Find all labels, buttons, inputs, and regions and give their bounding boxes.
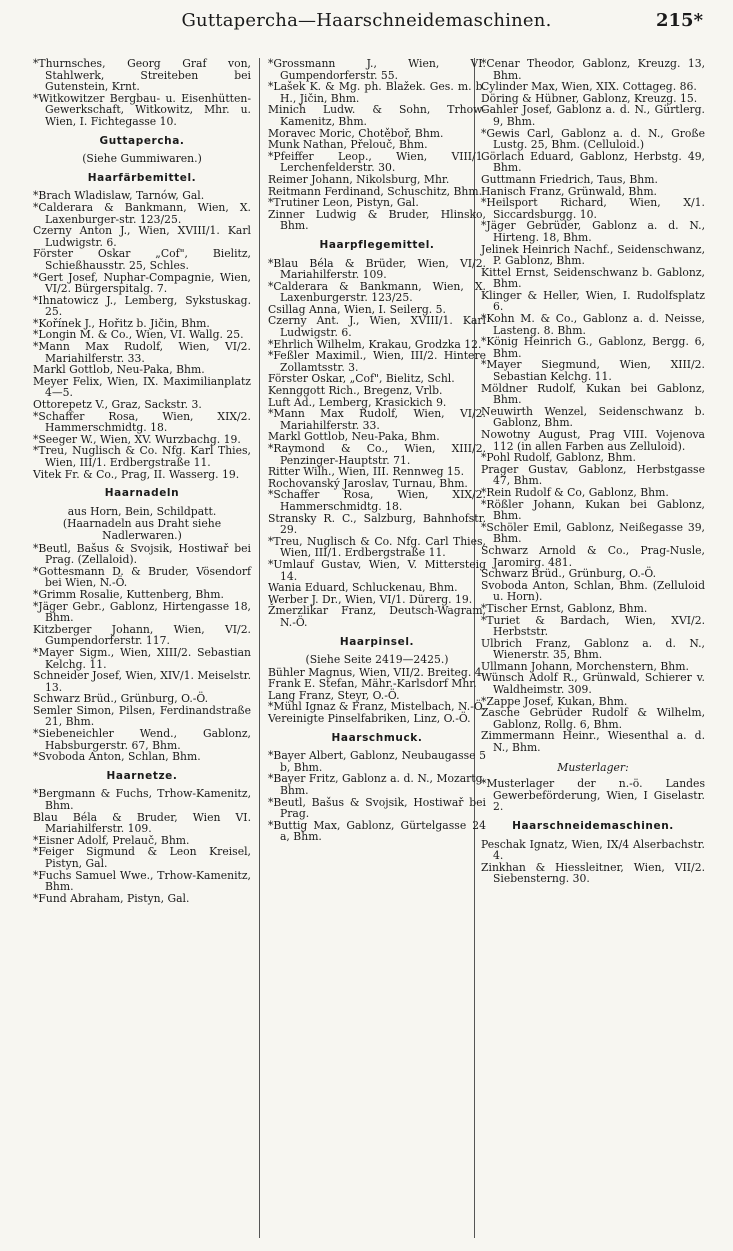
- directory-entry: *König Heinrich G., Gablonz, Bergg. 6, Bhm.: [481, 335, 705, 360]
- directory-entry: *Grimm Rosalie, Kuttenberg, Bhm.: [33, 587, 224, 601]
- directory-entry: Blau Béla & Bruder, Wien VI. Mariahilferstr. 109.: [33, 810, 251, 836]
- directory-entry: Luft Ad., Lemberg, Krasickich 9.: [268, 395, 447, 409]
- directory-entry: Peschak Ignatz, Wien, IX/4 Alserbachstr. 4.: [481, 837, 705, 863]
- directory-entry: *Beutl, Bašus & Svojsik, Hostiwař bei Prag.: [268, 795, 486, 821]
- directory-entry: *Kohn M. & Co., Gablonz a. d. Neisse, Lasteng. 8. Bhm.: [481, 312, 705, 337]
- directory-entry: *Jäger Gebrüder, Gablonz a. d. N., Hirteng. 18, Bhm.: [481, 219, 705, 244]
- directory-entry: Munk Nathan, Přelouč, Bhm.: [268, 138, 428, 152]
- directory-entry: *Jäger Gebr., Gablonz, Hirtengasse 18, Bhm.: [33, 599, 251, 625]
- directory-entry: Görlach Eduard, Gablonz, Herbstg. 49, Bhm.: [481, 149, 705, 175]
- directory-entry: *Thurnsches, Georg Graf von, Stahlwerk, Streiteben bei Gutenstein, Krnt.: [33, 57, 251, 94]
- section-heading: Haarschneidemaschinen.: [512, 820, 674, 832]
- directory-entry: *Schaffer Rosa, Wien, XIX/2. Hammerschmidtg. 18.: [33, 409, 251, 435]
- directory-entry: *Mühl Ignaz & Franz, Mistelbach, N.-Ö.: [268, 700, 486, 714]
- column-3: [481, 58, 705, 885]
- section-heading: Haarpinsel.: [339, 635, 415, 648]
- directory-entry: Förster Oskar, „Cof", Bielitz, Schl.: [268, 372, 455, 386]
- directory-entry: *Witkowitzer Bergbau- u. Eisenhütten-Gewerkschaft, Witkowitz, Mhr. u. Wien, I. Fichtegasse 10.: [33, 91, 251, 128]
- section-note: aus Horn, Bein, Schildpatt.: [67, 504, 217, 518]
- directory-entry: Ritter Wilh., Wien, III. Rennweg 15.: [268, 465, 465, 479]
- directory-entry: *Longin M. & Co., Wien, VI. Wallg. 25.: [33, 328, 244, 342]
- directory-entry: *Cenar Theodor, Gablonz, Kreuzg. 13, Bhm.: [481, 57, 705, 82]
- directory-entry: *Gewis Carl, Gablonz a. d. N., Große Lustg. 25, Bhm. (Celluloid.): [481, 126, 705, 152]
- section-note: (Haarnadeln aus Draht siehe Nadlerwaren.): [62, 517, 222, 542]
- section-note: (Siehe Gummiwaren.): [82, 152, 202, 166]
- directory-entry: *Calderara & Bankmann, Wien, X. Laxenburgerstr. 123/25.: [268, 279, 486, 305]
- directory-entry: *Kořínek J., Hořitz b. Jičin, Bhm.: [33, 316, 210, 330]
- directory-entry: Žmerzlikar Franz, Deutsch-Wagram, N.-Ö.: [268, 604, 486, 629]
- directory-entry: Zinner Ludwig & Bruder, Hlinsko, Bhm.: [268, 207, 486, 233]
- directory-entry: *Blau Béla & Brüder, Wien, VI/2. Mariahilferstr. 109.: [268, 256, 486, 282]
- directory-entry: Minich Ludw. & Sohn, Trhow-Kamenitz, Bhm.: [268, 103, 486, 128]
- directory-entry: Guttmann Friedrich, Taus, Bhm.: [481, 172, 658, 186]
- directory-entry: *Seeger W., Wien, XV. Wurzbachg. 19.: [33, 432, 241, 446]
- section-heading: Haarschmuck.: [331, 731, 423, 744]
- directory-entry: *Bergmann & Fuchs, Trhow-Kamenitz, Bhm.: [33, 787, 251, 813]
- directory-entry: *Rößler Johann, Kukan bei Gablonz, Bhm.: [481, 497, 705, 523]
- directory-entry: Nowotny August, Prag VIII. Vojenova 112 (in allen Farben aus Zelluloid).: [481, 428, 705, 453]
- directory-entry: *Bayer Fritz, Gablonz a. d. N., Mozartg. Bhm.: [268, 772, 486, 798]
- directory-entry: *Pfeiffer Leop., Wien, VIII/1. Lerchenfelderstr. 30.: [268, 149, 486, 175]
- section-heading: Haarpflegemittel.: [319, 238, 435, 251]
- directory-entry: Neuwirth Wenzel, Seidenschwanz b. Gablonz, Bhm.: [481, 404, 705, 430]
- directory-entry: Hanisch Franz, Grünwald, Bhm.: [481, 184, 657, 198]
- directory-entry: *Feiger Sigmund & Leon Kreisel, Pistyn, Gal.: [33, 845, 251, 870]
- directory-entry: *Pohl Rudolf, Gablonz, Bhm.: [481, 451, 636, 465]
- column-2: [268, 58, 486, 843]
- directory-entry: Zimmermann Heinr., Wiesenthal a. d. N., Bhm.: [481, 729, 705, 755]
- directory-entry: Kennggott Rich., Bregenz, Vrlb.: [268, 384, 443, 398]
- directory-entry: Prager Gustav, Gablonz, Herbstgasse 47, Bhm.: [481, 462, 705, 488]
- directory-entry: Ottorepetz V., Graz, Sackstr. 3.: [33, 398, 202, 412]
- directory-entry: *Treu, Nuglisch & Co. Nfg. Karl Thies, Wien, III/1. Erdbergstraße 11.: [33, 444, 251, 469]
- directory-entry: Ulbrich Franz, Gablonz a. d. N., Wienerstr. 35, Bhm.: [481, 636, 705, 662]
- directory-entry: *Bayer Albert, Gablonz, Neubaugasse 5 b, Bhm.: [268, 749, 486, 774]
- directory-entry: Klinger & Heller, Wien, I. Rudolfsplatz 6.: [481, 288, 705, 314]
- directory-entry: Meyer Felix, Wien, IX. Maximilianplatz 4—5.: [33, 374, 251, 400]
- directory-entry: *Ehrlich Wilhelm, Krakau, Grodzka 12.: [268, 337, 482, 351]
- directory-entry: *Raymond & Co., Wien, XIII/2. Penzinger-Hauptstr. 71.: [268, 442, 486, 467]
- directory-entry: *Mayer Siegmund, Wien, XIII/2. Sebastian Kelchg. 11.: [481, 358, 705, 384]
- directory-entry: *Schöler Emil, Gablonz, Neißegasse 39, Bhm.: [481, 520, 705, 546]
- directory-entry: *Svoboda Anton, Schlan, Bhm.: [33, 750, 201, 764]
- directory-entry: Moravec Moric, Chotěboř, Bhm.: [268, 126, 444, 140]
- column-1: [33, 58, 251, 904]
- directory-entry: *Schaffer Rosa, Wien, XIX/2. Hammerschmidtg. 18.: [268, 488, 486, 513]
- directory-entry: *Tischer Ernst, Gablonz, Bhm.: [481, 601, 648, 615]
- directory-entry: *Treu, Nuglisch & Co. Nfg. Carl Thies, Wien, III/1. Erdbergstraße 11.: [268, 534, 486, 560]
- directory-entry: Schwarz Brüd., Grünburg, O.-Ö.: [33, 692, 209, 706]
- directory-entry: *Heilsport Richard, Wien, X/1. Siccardsburgg. 10.: [481, 196, 705, 221]
- directory-entry: *Feßler Maximil., Wien, III/2. Hintere Zollamtsstr. 3.: [268, 349, 486, 374]
- directory-entry: *Mann Max Rudolf, Wien, VI/2. Mariahilferstr. 33.: [268, 407, 486, 432]
- section-heading: Haarnadeln: [104, 487, 180, 500]
- directory-entry: *Siebeneichler Wend., Gablonz, Habsburgerstr. 67, Bhm.: [33, 727, 251, 752]
- directory-entry: *Brach Wladislaw, Tarnów, Gal.: [33, 189, 205, 203]
- directory-entry: Schwarz Arnold & Co., Prag-Nusle, Jaromirg. 481.: [481, 543, 705, 569]
- directory-entry: Schwarz Brüd., Grünburg, O.-Ö.: [481, 567, 657, 581]
- directory-entry: *Umlauf Gustav, Wien, V. Mittersteig 14.: [268, 557, 486, 583]
- directory-entry: Vitek Fr. & Co., Prag, II. Wasserg. 19.: [33, 467, 240, 481]
- directory-entry: *Beutl, Bašus & Svojsik, Hostiwař bei Prag. (Zellaloid).: [33, 541, 251, 567]
- directory-entry: *Rein Rudolf & Co, Gablonz, Bhm.: [481, 485, 669, 499]
- column-rule: [259, 58, 260, 1238]
- directory-entry: Zasche Gebrüder Rudolf & Wilhelm, Gablonz, Rollg. 6, Bhm.: [481, 706, 705, 731]
- directory-entry: Vereinigte Pinselfabriken, Linz, O.-Ö.: [268, 712, 471, 726]
- directory-entry: *Trutiner Leon, Pistyn, Gal.: [268, 196, 419, 210]
- running-title: Guttapercha—Haarschneidemaschinen.: [181, 10, 552, 31]
- directory-entry: Markl Gottlob, Neu-Paka, Bhm.: [33, 363, 205, 377]
- directory-entry: Csillag Anna, Wien, I. Seilerg. 5.: [268, 302, 446, 316]
- directory-entry: *Fund Abraham, Pistyn, Gal.: [33, 891, 190, 905]
- directory-entry: Döring & Hübner, Gablonz, Kreuzg. 15.: [481, 91, 698, 105]
- directory-entry: Stransky R. C., Salzburg, Bahnhofstr. 29.: [268, 511, 486, 537]
- directory-entry: Rochovanský Jaroslav, Turnau, Bhm.: [268, 476, 468, 490]
- directory-entry: *Lašek K. & Mg. ph. Blažek. Ges. m. b. H., Jičin, Bhm.: [268, 80, 486, 105]
- directory-entry: Markl Gottlob, Neu-Paka, Bhm.: [268, 430, 440, 444]
- directory-entry: Förster Oskar „Cof", Bielitz, Schießhausstr. 25, Schles.: [33, 247, 251, 272]
- directory-entry: *Buttig Max, Gablonz, Gürtelgasse 24 a, Bhm.: [268, 818, 486, 844]
- directory-entry: *Fuchs Samuel Wwe., Trhow-Kamenitz, Bhm.: [33, 868, 251, 894]
- subsection-heading: Musterlager:: [557, 760, 629, 774]
- directory-entry: Ullmann Johann, Morchenstern, Bhm.: [481, 659, 689, 673]
- directory-entry: Gahler Josef, Gablonz a. d. N., Gürtlerg. 9, Bhm.: [481, 103, 705, 128]
- directory-entry: *Calderara & Bankmann, Wien, X. Laxenburger-str. 123/25.: [33, 200, 251, 226]
- directory-entry: Svoboda Anton, Schlan, Bhm. (Zelluloid u. Horn).: [481, 578, 705, 604]
- directory-entry: Lang Franz, Steyr, O.-Ö.: [268, 688, 400, 702]
- directory-entry: Wünsch Adolf R., Grünwald, Schierer v. Waldheimstr. 309.: [481, 671, 705, 697]
- section-heading: Haarfärbemittel.: [87, 171, 197, 184]
- directory-entry: *Eisner Adolf, Prelauč, Bhm.: [33, 833, 190, 847]
- directory-entry: *Zappe Josef, Kukan, Bhm.: [481, 694, 628, 708]
- section-heading: Haarnetze.: [106, 769, 178, 782]
- directory-entry: *Turiet & Bardach, Wien, XVI/2. Herbststr.: [481, 613, 705, 639]
- directory-entry: *Musterlager der n.-ö. Landes Gewerbeförderung, Wien, I Giselastr. 2.: [481, 777, 705, 814]
- directory-entry: *Gert Josef, Nuphar-Compagnie, Wien, VI/2. Bürgerspitalg. 7.: [33, 270, 251, 296]
- directory-entry: Jelinek Heinrich Nachf., Seidenschwanz, P. Gablonz, Bhm.: [481, 242, 705, 268]
- section-heading: Guttapercha.: [99, 134, 185, 147]
- directory-entry: *Mann Max Rudolf, Wien, VI/2. Mariahilferstr. 33.: [33, 340, 251, 365]
- directory-entry: Zinkhan & Hiessleitner, Wien, VII/2. Siebensterng. 30.: [481, 860, 705, 886]
- directory-entry: Reimer Johann, Nikolsburg, Mhr.: [268, 172, 450, 186]
- directory-entry: Czerny Anton J., Wien, XVIII/1. Karl Ludwigstr. 6.: [33, 224, 251, 249]
- directory-entry: Kittel Ernst, Seidenschwanz b. Gablonz, Bhm.: [481, 265, 705, 291]
- directory-entry: Czerny Ant. J., Wien, XVIII/1. Karl Ludwigstr. 6.: [268, 314, 486, 340]
- page-header: [0, 10, 733, 36]
- directory-entry: Kitzberger Johann, Wien, VI/2. Gumpendorferstr. 117.: [33, 622, 251, 648]
- section-note: (Siehe Seite 2419—2425.): [305, 653, 449, 667]
- directory-entry: Möldner Rudolf, Kukan bei Gablonz, Bhm.: [481, 381, 705, 407]
- directory-entry: Werber J. Dr., Wien, VI/1. Dürerg. 19.: [268, 592, 473, 606]
- directory-entry: *Grossmann J., Wien, VI. Gumpendorferstr. 55.: [268, 57, 486, 82]
- directory-entry: Frank E. Stefan, Mähr.-Karlsdorf Mhr.: [268, 677, 477, 691]
- directory-entry: Reitmann Ferdinand, Schuschitz, Bhm.: [268, 184, 483, 198]
- directory-entry: Cylinder Max, Wien, XIX. Cottageg. 86.: [481, 80, 697, 94]
- page-number: 215*: [656, 10, 703, 31]
- directory-entry: *Ihnatowicz J., Lemberg, Sykstuskag. 25.: [33, 293, 251, 319]
- directory-entry: Semler Simon, Pilsen, Ferdinandstraße 21, Bhm.: [33, 703, 251, 729]
- directory-entry: *Gottesmann D. & Bruder, Vösendorf bei Wien, N.-Ö.: [33, 564, 251, 590]
- directory-entry: Wania Eduard, Schluckenau, Bhm.: [268, 581, 458, 595]
- directory-entry: *Mayer Sigm., Wien, XIII/2. Sebastian Kelchg. 11.: [33, 645, 251, 671]
- directory-entry: Schneider Josef, Wien, XIV/1. Meiselstr. 13.: [33, 669, 251, 694]
- directory-entry: Bühler Magnus, Wien, VII/2. Breiteg. 4.: [268, 665, 486, 679]
